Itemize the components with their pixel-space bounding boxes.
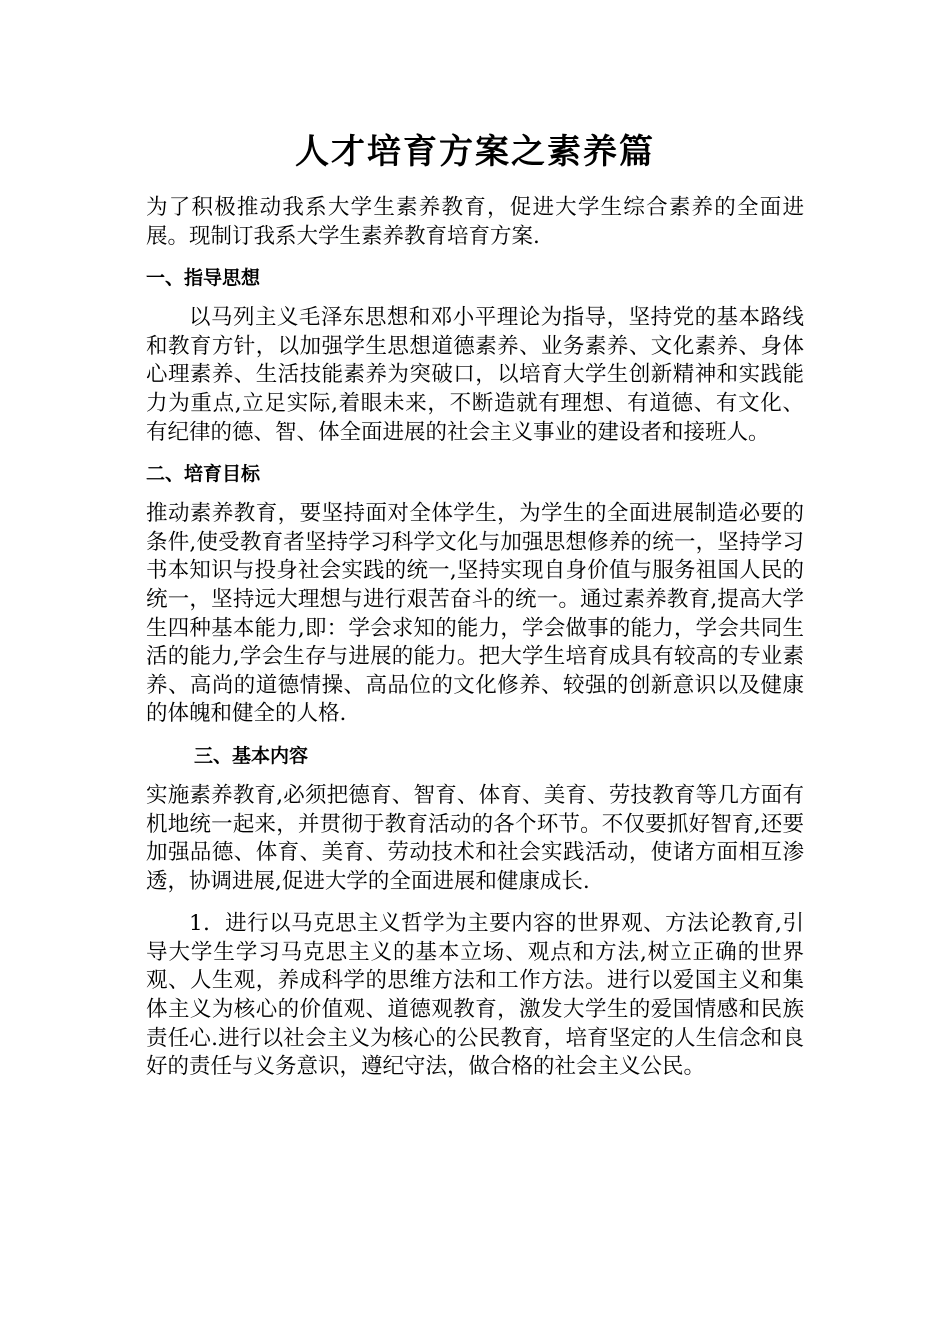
section-paragraph-training-goals: 推动素养教育，要坚持面对全体学生，为学生的全面进展制造必要的条件,使受教育者坚持学习科学文化与加强思想修养的统一，坚持学习书本知识与投身社会实践的统一,坚持实现自身价值与服务祖国人民的统一，坚持远大理想与进行艰苦奋斗的统一。通过素养教育,提高大学生四种基本能力,即：学会求知的能力，学会做事的能力，学会共同生活的能力,学会生存与进展的能力。把大学生培育成具有较高的专业素养、高尚的道德情操、高品位的文化修养、较强的创新意识以及健康的体魄和健全的人格. xyxy=(146,501,804,727)
section-paragraph-basic-content: 实施素养教育,必须把德育、智育、体育、美育、劳技教育等几方面有机地统一起来，并贯彻于教育活动的各个环节。不仅要抓好智育,还要加强品德、体育、美育、劳动技术和社会实践活动，使诸方面相互渗透，协调进展,促进大学的全面进展和健康成长. xyxy=(146,782,804,894)
section-heading-basic-content: 三、基本内容 xyxy=(194,744,309,767)
section-heading-training-goals: 二、培育目标 xyxy=(146,463,261,486)
section-heading-guiding-ideology: 一、指导思想 xyxy=(146,267,261,290)
section-paragraph-item-1: 1．进行以马克思主义哲学为主要内容的世界观、方法论教育,引导大学生学习马克思主义的基本立场、观点和方法,树立正确的世界观、人生观，养成科学的思维方法和工作方法。进行以爱国主义和集体主义为核心的价值观、道德观教育，激发大学生的爱国情感和民族责任心.进行以社会主义为核心的公民教育，培育坚定的人生信念和良好的责任与义务意识，遵纪守法，做合格的社会主义公民。 xyxy=(146,911,804,1080)
document-body xyxy=(146,130,804,1082)
document-title: 人才培育方案之素养篇 xyxy=(295,132,655,172)
intro-paragraph: 为了积极推动我系大学生素养教育，促进大学生综合素养的全面进展。现制订我系大学生素养教育培育方案. xyxy=(146,195,804,249)
section-paragraph-guiding-ideology: 以马列主义毛泽东思想和邓小平理论为指导，坚持党的基本路线和教育方针，以加强学生思想道德素养、业务素养、文化素养、身体心理素养、生活技能素养为突破口，以培育大学生创新精神和实践能力为重点,立足实际,着眼未来，不断造就有理想、有道德、有文化、有纪律的德、智、体全面进展的社会主义事业的建设者和接班人。 xyxy=(146,305,804,445)
